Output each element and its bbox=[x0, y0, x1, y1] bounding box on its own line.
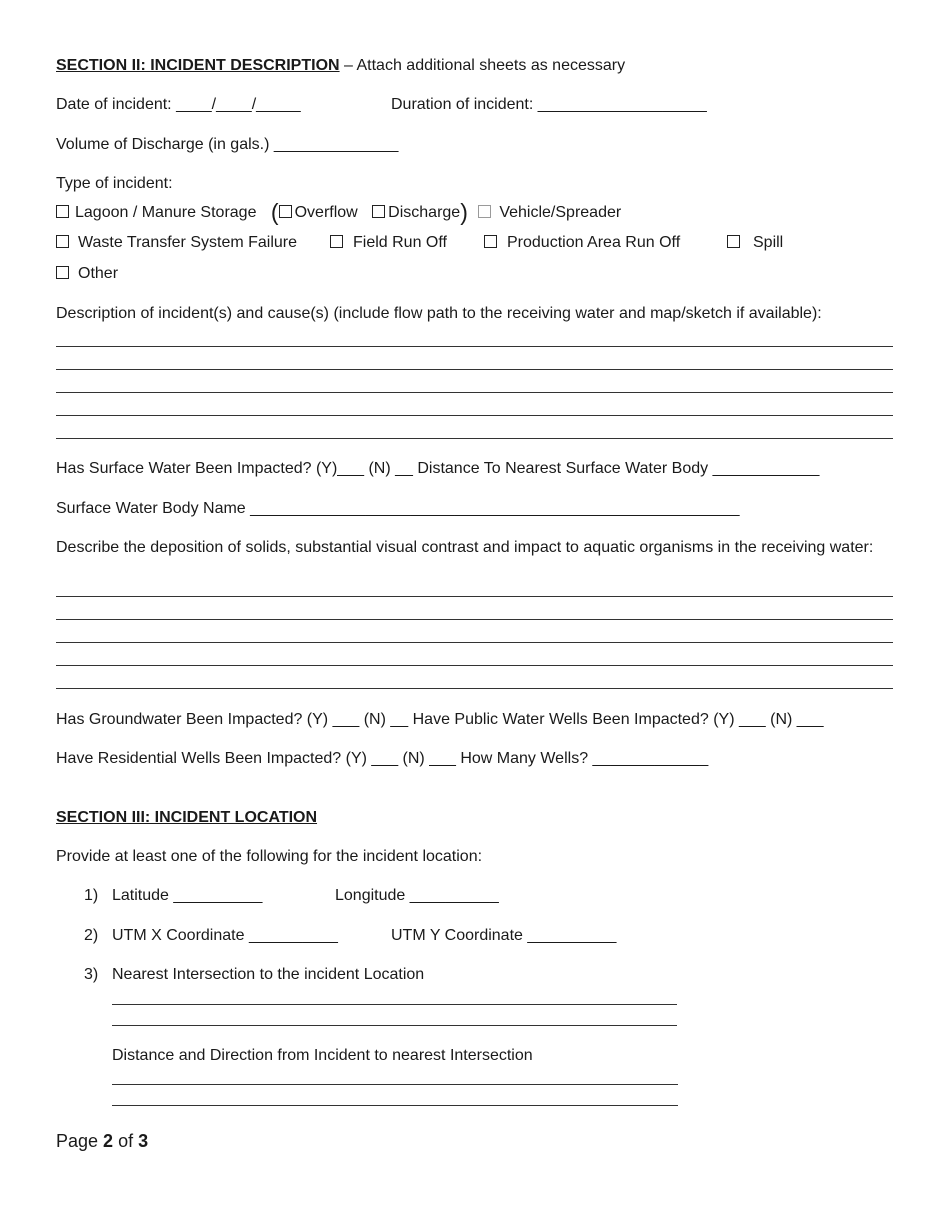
residential-wells-field[interactable]: Have Residential Wells Been Impacted? (Y) ___ (N) ___ How Many Wells? _____________ bbox=[56, 750, 709, 767]
checkbox-icon[interactable] bbox=[330, 235, 343, 248]
date-of-incident-field[interactable]: Date of incident: ____/____/_____ bbox=[56, 96, 301, 113]
checkbox-lagoon[interactable] bbox=[56, 204, 256, 222]
deposition-prompt: Describe the deposition of solids, substantial visual contrast and impact to aquatic organisms in the receiving water: bbox=[56, 539, 874, 556]
section-2-note: – Attach additional sheets as necessary bbox=[339, 57, 626, 74]
nearest-intersection-line[interactable] bbox=[112, 1004, 677, 1005]
checkbox-vehicle-spreader[interactable] bbox=[478, 204, 621, 222]
section-2-heading: SECTION II: INCIDENT DESCRIPTION bbox=[56, 57, 340, 74]
deposition-line[interactable] bbox=[56, 596, 893, 597]
distance-direction-label: Distance and Direction from Incident to nearest Intersection bbox=[112, 1047, 533, 1064]
page-prefix: Page bbox=[56, 1131, 104, 1151]
page-number bbox=[56, 1131, 148, 1151]
type-of-incident-label: Type of incident: bbox=[56, 175, 173, 192]
nearest-intersection-line[interactable] bbox=[112, 1025, 677, 1026]
item-2-number: 2) bbox=[84, 927, 99, 944]
checkbox-icon[interactable] bbox=[56, 205, 69, 218]
checkbox-production-runoff[interactable] bbox=[484, 234, 680, 252]
checkbox-lagoon-label: Lagoon / Manure Storage bbox=[75, 204, 257, 221]
item-1-number: 1) bbox=[84, 887, 99, 904]
section-3-intro: Provide at least one of the following for the incident location: bbox=[56, 848, 483, 865]
distance-direction-line[interactable] bbox=[112, 1084, 678, 1085]
checkbox-overflow-label: Overflow bbox=[294, 204, 358, 221]
distance-direction-line[interactable] bbox=[112, 1105, 678, 1106]
checkbox-discharge[interactable] bbox=[372, 204, 460, 222]
deposition-line[interactable] bbox=[56, 665, 893, 666]
open-paren: ( bbox=[270, 199, 279, 225]
checkbox-waste-transfer-label: Waste Transfer System Failure bbox=[78, 234, 298, 251]
incident-type-row-1 bbox=[56, 199, 622, 225]
description-line[interactable] bbox=[56, 438, 893, 439]
checkbox-icon[interactable] bbox=[484, 235, 497, 248]
checkbox-production-runoff-label: Production Area Run Off bbox=[507, 234, 681, 251]
checkbox-discharge-label: Discharge bbox=[388, 204, 461, 221]
page-of: of bbox=[113, 1131, 139, 1151]
checkbox-other[interactable] bbox=[56, 265, 118, 283]
checkbox-field-runoff-label: Field Run Off bbox=[353, 234, 447, 251]
surface-water-impacted-field[interactable]: Has Surface Water Been Impacted? (Y)___ (N) __ Distance To Nearest Surface Water Body ____________ bbox=[56, 460, 820, 477]
deposition-line[interactable] bbox=[56, 642, 893, 643]
page-total: 3 bbox=[138, 1131, 149, 1151]
checkbox-icon[interactable] bbox=[279, 205, 292, 218]
description-line[interactable] bbox=[56, 415, 893, 416]
checkbox-spill-label: Spill bbox=[753, 234, 784, 251]
checkbox-vehicle-label: Vehicle/Spreader bbox=[499, 204, 622, 221]
latitude-field[interactable]: Latitude __________ bbox=[112, 887, 263, 904]
checkbox-icon[interactable] bbox=[727, 235, 740, 248]
checkbox-icon[interactable] bbox=[478, 205, 491, 218]
description-prompt: Description of incident(s) and cause(s) (include flow path to the receiving water and map/sketch if available): bbox=[56, 305, 822, 322]
volume-of-discharge-field[interactable]: Volume of Discharge (in gals.) ______________ bbox=[56, 136, 399, 153]
groundwater-impacted-field[interactable]: Has Groundwater Been Impacted? (Y) ___ (N) __ Have Public Water Wells Been Impacted? (Y) ___ (N) ___ bbox=[56, 711, 824, 728]
deposition-line[interactable] bbox=[56, 688, 893, 689]
section-3-heading: SECTION III: INCIDENT LOCATION bbox=[56, 809, 318, 826]
checkbox-waste-transfer[interactable] bbox=[56, 234, 297, 252]
description-line[interactable] bbox=[56, 369, 893, 370]
checkbox-icon[interactable] bbox=[56, 235, 69, 248]
description-line[interactable] bbox=[56, 392, 893, 393]
checkbox-spill[interactable] bbox=[727, 234, 783, 252]
checkbox-icon[interactable] bbox=[372, 205, 385, 218]
utm-y-field[interactable]: UTM Y Coordinate __________ bbox=[391, 927, 617, 944]
close-paren: ) bbox=[460, 199, 468, 225]
longitude-field[interactable]: Longitude __________ bbox=[335, 887, 499, 904]
utm-x-field[interactable]: UTM X Coordinate __________ bbox=[112, 927, 338, 944]
nearest-intersection-label: Nearest Intersection to the incident Location bbox=[112, 966, 425, 983]
checkbox-icon[interactable] bbox=[56, 266, 69, 279]
checkbox-other-label: Other bbox=[78, 265, 119, 282]
surface-water-body-name-field[interactable]: Surface Water Body Name _______________________________________________________ bbox=[56, 500, 740, 517]
page-current: 2 bbox=[103, 1131, 114, 1151]
section-2-heading-line bbox=[56, 57, 625, 75]
checkbox-field-runoff[interactable] bbox=[330, 234, 447, 252]
checkbox-overflow[interactable] bbox=[279, 204, 358, 222]
duration-of-incident-field[interactable]: Duration of incident: ___________________ bbox=[391, 96, 707, 113]
deposition-line[interactable] bbox=[56, 619, 893, 620]
description-line[interactable] bbox=[56, 346, 893, 347]
item-3-number: 3) bbox=[84, 966, 99, 983]
